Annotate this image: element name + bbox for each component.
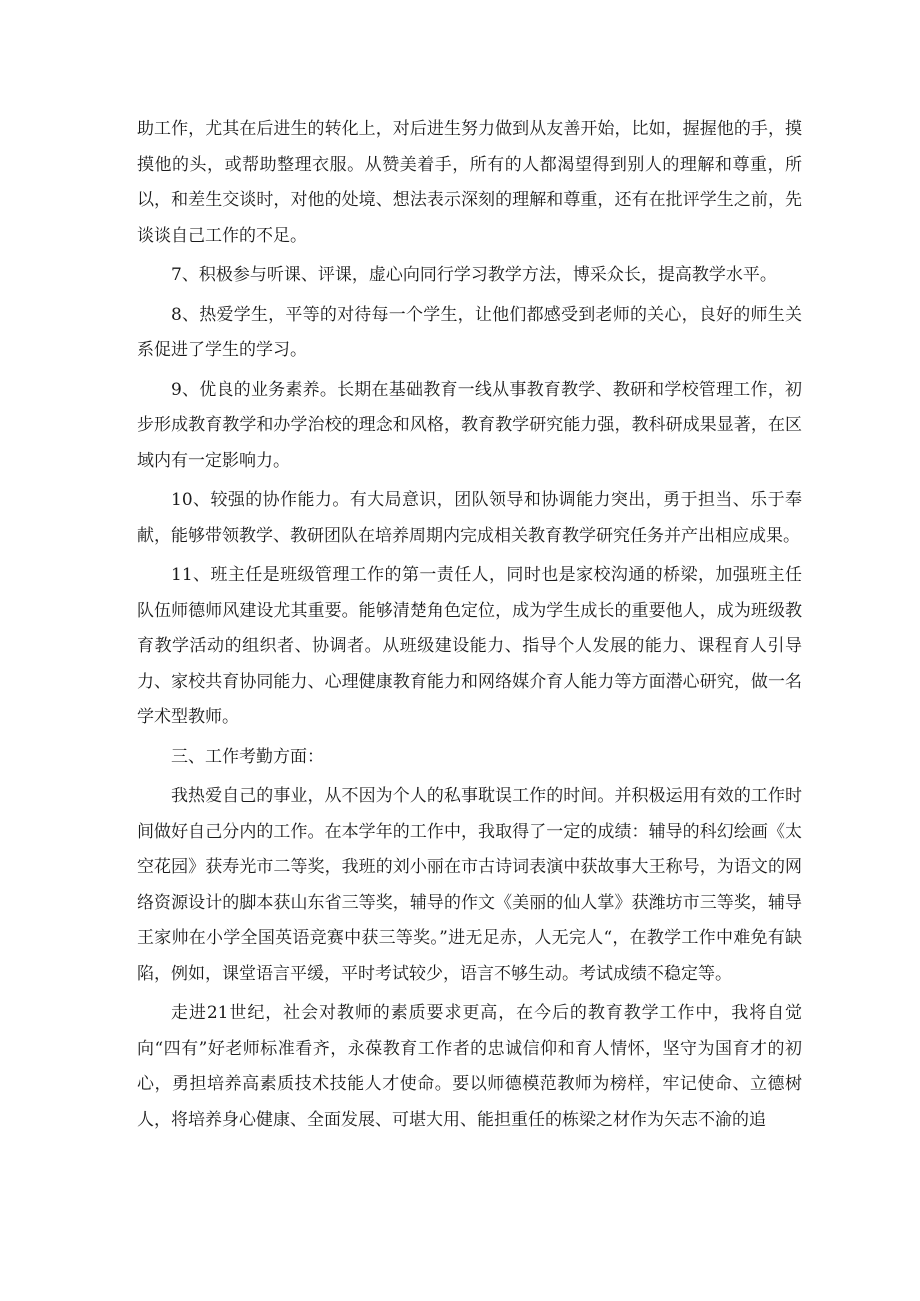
paragraph-continuation: 助工作，尤其在后进生的转化上，对后进生努力做到从友善开始，比如，握握他的手，摸摸他的头，或帮助整理衣服。从赞美着手，所有的人都渴望得到别人的理解和尊重，所以，和差生交谈时，对他的处境、想法表示深刻的理解和尊重，还有在批评学生之前，先谈谈自己工作的不足。: [137, 119, 802, 246]
document-body: [137, 112, 802, 1142]
paragraph-item-9: 9、优良的业务素养。长期在基础教育一线从事教育教学、教研和学校管理工作，初步形成教育教学和办学治校的理念和风格，教育教学研究能力强，教科研成果显著，在区域内有一定影响力。: [137, 379, 802, 471]
paragraph-item-7: 7、积极参与听课、评课，虚心向同行学习教学方法，博采众长，提高教学水平。: [171, 265, 777, 285]
paragraph-item-11: 11、班主任是班级管理工作的第一责任人，同时也是家校沟通的桥梁，加强班主任队伍师德师风建设尤其重要。能够清楚角色定位，成为学生成长的重要他人，成为班级教育教学活动的组织者、协调者。从班级建设能力、指导个人发展的能力、课程育人引导力、家校共育协同能力、心理健康教育能力和网络媒介育人能力等方面潜心研究，做一名学术型教师。: [137, 565, 802, 727]
paragraph-future-plan: 走进21世纪，社会对教师的素质要求更高，在今后的教育教学工作中，我将自觉向“四有”好老师标准看齐，永葆教育工作者的忠诚信仰和育人情怀，坚守为国育才的初心，勇担培养高素质技术技能人才使命。要以师德模范教师为榜样，牢记使命、立德树人，将培养身心健康、全面发展、可堪大用、能担重任的栋梁之材作为矢志不渝的追: [137, 1003, 802, 1130]
section-heading-attendance: 三、工作考勤方面：: [171, 746, 324, 767]
paragraph-item-8: 8、热爱学生，平等的对待每一个学生，让他们都感受到老师的关心，良好的师生关系促进了学生的学习。: [137, 304, 802, 360]
paragraph-item-10: 10、较强的协作能力。有大局意识，团队领导和协调能力突出，勇于担当、乐于奉献，能够带领教学、教研团队在培养周期内完成相关教育教学研究任务并产出相应成果。: [137, 490, 802, 546]
paragraph-attendance-body: 我热爱自己的事业，从不因为个人的私事耽误工作的时间。并积极运用有效的工作时间做好自己分内的工作。在本学年的工作中，我取得了一定的成绩：辅导的科幻绘画《太空花园》获寿光市二等奖，我班的刘小丽在市古诗词表演中获故事大王称号，为语文的网络资源设计的脚本获山东省三等奖，辅导的作文《美丽的仙人掌》获潍坊市三等奖，辅导王家帅在小学全国英语竞赛中获三等奖。”进无足赤，人无完人“，在教学工作中难免有缺陷，例如，课堂语言平缓，平时考试较少，语言不够生动。考试成绩不稳定等。: [137, 786, 802, 984]
